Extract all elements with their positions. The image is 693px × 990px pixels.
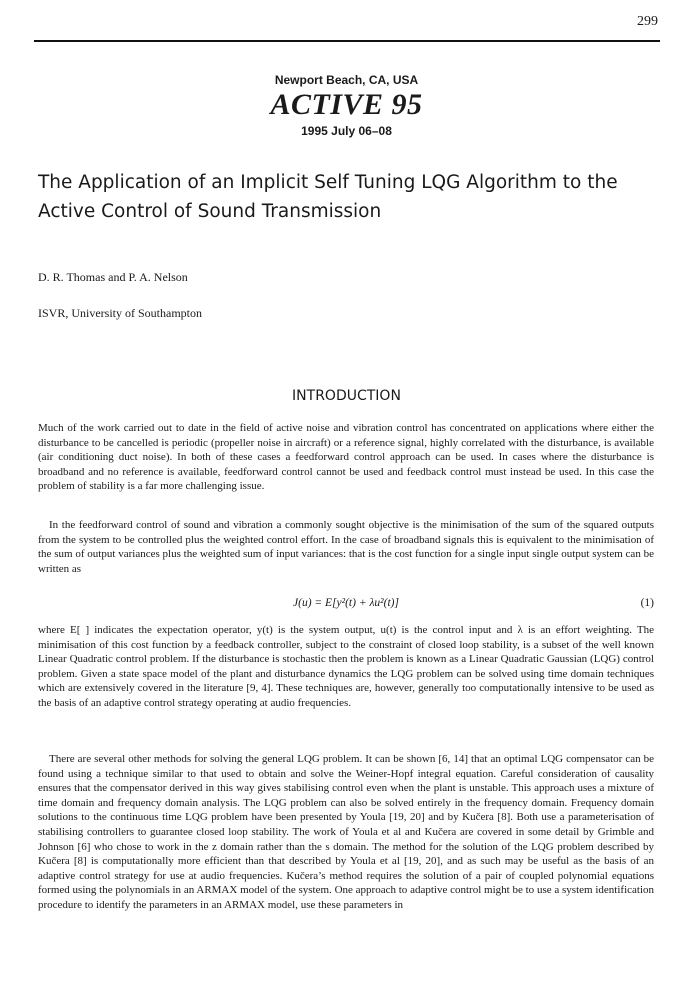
conference-date: 1995 July 06–08 [301,124,392,138]
body-paragraph-3: where E[ ] indicates the expectation operator, y(t) is the system output, u(t) is the control input and λ is an effort weighting. The minimisation of this cost function by a feedback controller, subject to the constraint of closed loop stability, is a subset of the well known Linear Quadratic control problem. If the disturbance is stochastic then the problem is known as a Linear Quadratic Gaussian (LQG) control problem. Given a state space model of the plant and disturbance dynamics the LQG problem can be solved using time domain techniques which are extensively covered in the literature [9, 4]. These techniques are, however, generally too computationally intensive to be used as the basis of an adaptive control strategy operating at audio frequencies. [38,624,654,709]
conference-name: ACTIVE 95 [270,88,423,121]
body-paragraph-1: Much of the work carried out to date in the field of active noise and vibration control has concentrated on applications where either the disturbance to be cancelled is periodic (propeller noise in aircraft) or a reference signal, highly correlated with the disturbance, is available (air conditioning duct noise). In both of these cases a feedforward control approach can be used. In cases where the disturbance is broadband and no reference is available, feedforward control cannot be used and feedback control must instead be used. In this case the problem of stability is a far more challenging issue. [38,422,654,493]
equation-1 [38,597,654,613]
page-number: 299 [637,14,658,29]
author-affiliation: ISVR, University of Southampton [38,306,202,320]
body-paragraph-2: In the feedforward control of sound and vibration a commonly sought objective is the minimisation of the sum of the squared outputs from the system to be controlled plus the weighted control effort. In the case of broadband signals this is equivalent to the minimisation of the sum of output variances plus the weighted sum of input variances: that is the cost function for a single input single output system can be written as [38,519,654,575]
section-heading-introduction: INTRODUCTION [292,388,401,404]
conference-location: Newport Beach, CA, USA [274,73,419,87]
paper-authors: D. R. Thomas and P. A. Nelson [38,270,188,284]
equation-body: J(u) = E[y²(t) + λu²(t)] [293,597,399,609]
paper-title: The Application of an Implicit Self Tuning LQG Algorithm to the Active Control of Sound Transmission [38,172,618,222]
header-rule [34,40,660,42]
body-paragraph-4: There are several other methods for solving the general LQG problem. It can be shown [6, 14] that an optimal LQG compensator can be found using a technique similar to that used to obtain and solve the Weiner-Hopf integral equation. Careful consideration of causality ensures that the compensator derived in this way gives stabilising control even when the plant is unstable. This approach uses a mixture of time domain and frequency domain analysis. The LQG problem can also be solved entirely in the frequency domain. Frequency domain solutions to the continuous time LQG problem have been presented by Youla [19, 20] and by Kučera [8]. Both use a parameterisation of stabilising controllers to guarantee closed loop stability. The work of Youla et al and Kučera are covered in some detail by Grimble and Johnson [6] who chose to work in the z domain rather than the s domain. The method for the solution of the LQG problem described by Kučera [8] is computationally more efficient than that described by Youla et al [19, 20], and as such may be useful as the basis of an adaptive control strategy for use at audio frequencies. Kučera’s method requires the solution of a pair of coupled polynomial equations formed using the polynomials in an ARMAX model of the system. One approach to adaptive control might be to use a system identification procedure to identify the parameters in an ARMAX model, use these parameters in [38,753,654,911]
equation-number: (1) [640,597,654,609]
